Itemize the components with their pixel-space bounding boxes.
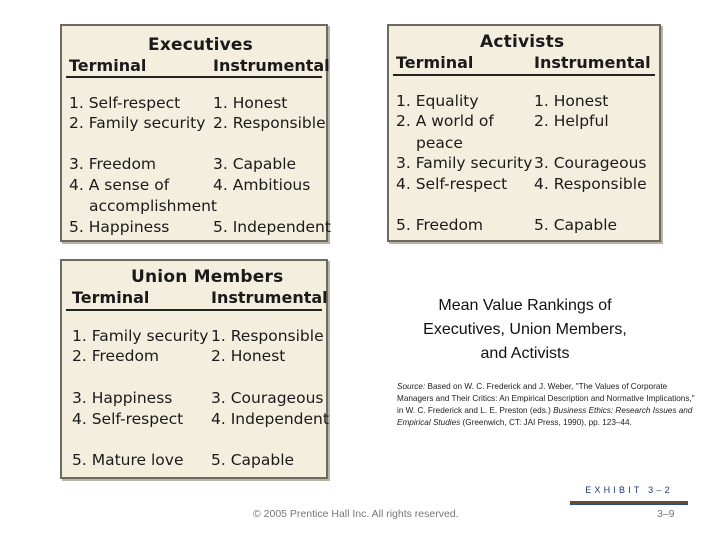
executives-card: [60, 24, 331, 242]
executives-instrumental-5: 5. Independent: [213, 218, 331, 236]
activists-instrumental-1: 1. Honest: [534, 92, 609, 110]
caption-line-3: and Activists: [480, 345, 570, 362]
union-instrumental-4: 4. Independent: [211, 410, 329, 428]
source-book-title: Business Ethics: Research Issues and Empirical Studies: [397, 406, 693, 427]
union-members-card: [60, 259, 328, 479]
union-title: Union Members: [131, 267, 284, 287]
copyright-footer: © 2005 Prentice Hall Inc. All rights reserved.: [253, 508, 459, 520]
activists-terminal-3: 3. Family security: [396, 154, 533, 172]
activists-terminal-1: 1. Equality: [396, 92, 479, 110]
executives-terminal-1: 1. Self-respect: [69, 94, 181, 112]
executives-terminal-4-cont: accomplishment: [89, 197, 218, 215]
union-terminal-1: 1. Family security: [72, 327, 209, 345]
executives-terminal-5: 5. Happiness: [69, 218, 170, 236]
executives-terminal-2: 2. Family security: [69, 114, 206, 132]
union-terminal-2: 2. Freedom: [72, 347, 160, 365]
executives-instrumental-1: 1. Honest: [213, 94, 288, 112]
union-instrumental-header: Instrumental: [211, 288, 328, 307]
union-instrumental-5: 5. Capable: [211, 451, 295, 469]
union-terminal-5: 5. Mature love: [72, 451, 184, 469]
union-header-rule: [66, 309, 322, 311]
union-terminal-header: Terminal: [72, 288, 150, 307]
executives-instrumental-2: 2. Responsible: [213, 114, 326, 132]
activists-instrumental-3: 3. Courageous: [534, 154, 647, 172]
activists-instrumental-2: 2. Helpful: [534, 112, 609, 130]
union-instrumental-1: 1. Responsible: [211, 327, 324, 345]
activists-card: [387, 24, 661, 242]
executives-terminal-3: 3. Freedom: [69, 155, 157, 173]
source-text-1: Based on W. C. Frederick and J. Weber, "The Values of Corporate Managers and Their Critics: An Empirical Description and Normative Implications," in W. C. Frederick and L. E. Preston (eds.): [397, 382, 695, 415]
activists-terminal-4: 4. Self-respect: [396, 175, 508, 193]
union-terminal-4: 4. Self-respect: [72, 410, 184, 428]
exhibit-label: EXHIBIT 3–2: [570, 481, 688, 504]
exhibit-caption: [395, 294, 655, 366]
executives-instrumental-3: 3. Capable: [213, 155, 297, 173]
executives-instrumental-4: 4. Ambitious: [213, 176, 311, 194]
union-instrumental-2: 2. Honest: [211, 347, 286, 365]
executives-instrumental-header: Instrumental: [213, 56, 330, 75]
union-terminal-3: 3. Happiness: [72, 389, 173, 407]
executives-terminal-header: Terminal: [69, 56, 147, 75]
executives-title: Executives: [148, 35, 253, 55]
activists-terminal-2: 2. A world of: [396, 112, 494, 130]
activists-terminal-5: 5. Freedom: [396, 216, 484, 234]
activists-instrumental-5: 5. Capable: [534, 216, 618, 234]
page-number: 3–9: [657, 508, 675, 520]
executives-terminal-4: 4. A sense of: [69, 176, 170, 194]
caption-line-1: Mean Value Rankings of: [438, 297, 612, 314]
caption-line-2: Executives, Union Members,: [423, 321, 627, 338]
source-label: Source:: [397, 382, 426, 391]
source-text-2: (Greenwich, CT: JAI Press, 1990), pp. 123–44.: [462, 418, 632, 427]
source-note: [397, 381, 697, 429]
activists-terminal-2-cont: peace: [416, 134, 463, 152]
activists-instrumental-header: Instrumental: [534, 53, 651, 72]
activists-title: Activists: [480, 32, 565, 52]
executives-header-rule: [66, 76, 322, 78]
activists-instrumental-4: 4. Responsible: [534, 175, 647, 193]
activists-terminal-header: Terminal: [396, 53, 474, 72]
union-instrumental-3: 3. Courageous: [211, 389, 324, 407]
activists-header-rule: [393, 74, 655, 76]
